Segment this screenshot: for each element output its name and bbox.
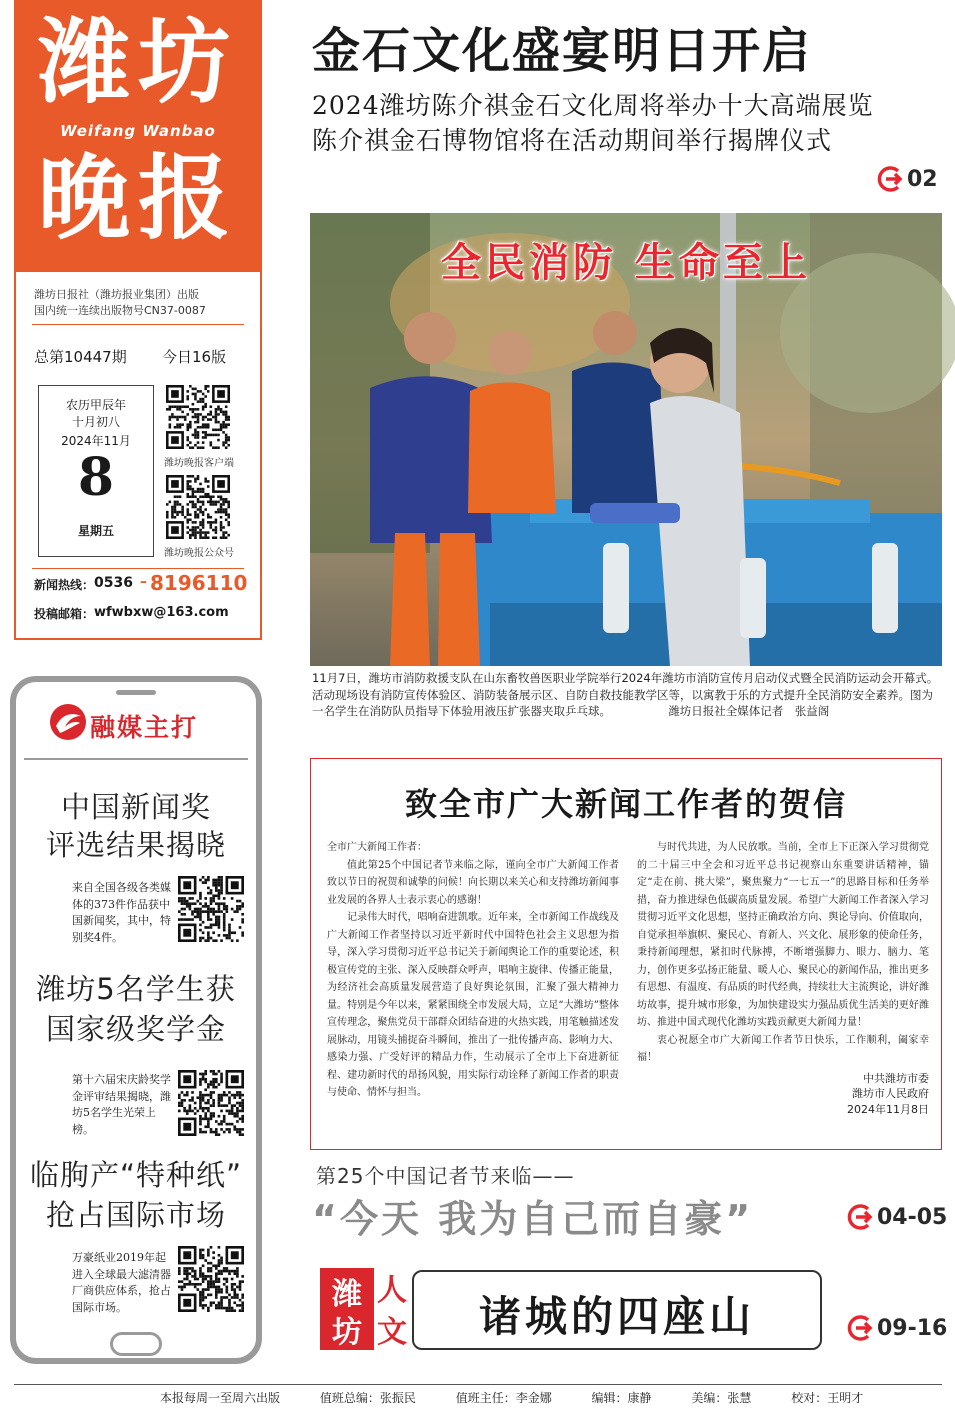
photo-title: 全民消防 生命至上 <box>441 239 811 286</box>
sidebar-item-1-summary: 来自全国各级各类媒体的373件作品获中国新闻奖，其中，特别奖4件。 <box>72 881 171 944</box>
sidebar-item-1-headline-line2[interactable]: 评选结果揭晓 <box>45 828 226 862</box>
client-qr-label: 潍坊晚报客户端 <box>164 458 234 469</box>
sidebar-item-3-summary: 万豪纸业2019年起进入全球最大滤清器厂商供应体系，抢占国际市场。 <box>72 1251 171 1314</box>
sidebar-item-2-summary: 第十六届宋庆龄奖学金评审结果揭晓，潍坊5名学生光荣上榜。 <box>72 1073 171 1136</box>
letter-paragraph: 衷心祝愿全市广大新闻工作者节日快乐，工作顺利，阖家幸福！ <box>637 1034 929 1063</box>
lunar-year: 农历甲辰年 <box>65 398 126 412</box>
sidebar-item-1-qr-code-icon[interactable] <box>178 876 244 942</box>
letter-paragraph: 记录伟大时代，唱响奋进凯歌。近年来，全市新闻工作战线及广大新闻工作者坚持以习近平新时代中国特色社会主义思想为指导，深入学习贯彻习近平总书记关于新闻舆论工作的重要论述，积极宣传党的主张、深入反映群众呼声，唱响主旋律、传播正能量，为经济社会高质量发展营造了良好舆论氛围，汇聚了强大精神力量。特别是今年以来，紧紧围绕全市发展大局，立足“大潍坊”整体宣传理念，聚焦党员干部群众团结奋进的火热实践，用笔触描述发展脉动，用镜头捕捉奋斗瞬间，推出了一批传播声高、影响力大、感染力强、广受好评的精品力作，生动展示了全市上下奋进新征程、建功新时代的昂扬风貌，用实际行动诠释了新闻工作者的职责与使命、情怀与担当。 <box>327 912 619 1098</box>
renwen-seal-icon <box>318 1264 414 1354</box>
sidebar-item-2-headline-line2[interactable]: 国家级奖学金 <box>45 1012 226 1046</box>
photo-caption <box>312 670 940 720</box>
seal-char: 文 <box>377 1315 407 1350</box>
issue-number: 总第10447期 <box>34 348 127 366</box>
sidebar-item-3-headline-line2[interactable]: 抢占国际市场 <box>45 1198 226 1232</box>
arrow-right-icon <box>846 1314 874 1342</box>
page-count: 今日16版 <box>162 348 227 366</box>
letter-paragraph: 值此第25个中国记者节来临之际，谨向全市广大新闻工作者致以节日的祝贺和诚挚的问候！向长期以来关心和支持潍坊新闻事业发展的各界人士表示衷心的感谢！ <box>327 859 619 906</box>
letter-signatory-1: 中共潍坊市委 <box>863 1072 929 1085</box>
letter-column-1 <box>327 839 619 1139</box>
seal-char: 坊 <box>332 1315 362 1350</box>
wechat-qr-label: 潍坊晚报公众号 <box>164 548 234 559</box>
renwen-headline-box[interactable] <box>412 1270 822 1350</box>
sidebar-item-3-qr-code-icon[interactable] <box>178 1246 244 1312</box>
lead-headline[interactable]: 金石文化盛宴明日开启 <box>312 23 813 79</box>
letter-paragraph: 与时代共进，为人民放歌。当前，全市上下正深入学习贯彻党的二十届三中全会和习近平总书记视察山东重要讲话精神，锚定“走在前、挑大梁”，聚焦聚力“一七五一”的思路目标和任务举措，奋力推进绿色低碳高质量发展。希望广大新闻工作者深入学习贯彻习近平文化思想，坚持正确政治方向、舆论导向、价值取向，自觉承担举旗帜、聚民心、育新人、兴文化、展形象的使命任务，秉持新闻理想，紧扣时代脉搏，不断增强脚力、眼力、脑力、笔力，创作更多弘扬正能量、暖人心、聚民心的新闻作品，推出更多有思想、有温度、有品质的时代经典，持续壮大主流舆论，讲好潍坊故事，提升城市形象，为加快建设实力强品质优生活美的更好潍坊、推进中国式现代化潍坊实践贡献更大新闻力量！ <box>637 842 929 1028</box>
hotline-area-code: 0536 <box>94 575 133 591</box>
sidebar-item-1-headline-line1[interactable]: 中国新闻奖 <box>60 790 211 824</box>
arrow-right-icon <box>876 165 904 193</box>
footer-duty-director: 值班主任：李金娜 <box>455 1391 552 1405</box>
phone-speaker-icon <box>116 690 156 695</box>
letter-signatory-2: 潍坊市人民政府 <box>852 1087 929 1100</box>
weekday: 星期五 <box>77 524 114 538</box>
divider <box>32 324 244 325</box>
lunar-day: 十月初八 <box>71 415 120 429</box>
letter-date: 2024年11月8日 <box>847 1103 929 1116</box>
footer-divider <box>14 1384 942 1385</box>
wechat-qr-code-icon[interactable] <box>166 475 230 539</box>
journalist-day-kicker: 第25个中国记者节来临—— <box>316 1164 575 1188</box>
sidebar-item-2-headline-line1[interactable]: 潍坊5名学生获 <box>36 972 236 1006</box>
arrow-right-icon <box>846 1203 874 1231</box>
divider <box>24 758 248 760</box>
photo-credit: 潍坊日报社全媒体记者 张益阁 <box>668 704 830 719</box>
journalist-day-title[interactable]: “今天 我为自己而自豪” <box>312 1197 754 1241</box>
hotline-number[interactable]: 8196110 <box>150 571 248 595</box>
masthead-logo-block <box>16 2 260 272</box>
photo-caption-text: 11月7日，潍坊市消防救援支队在山东畜牧兽医职业学院举行2024年潍坊市消防宣传月启动仪式暨全民消防运动会开幕式。活动现场设有消防宣传体验区、消防装备展示区、自防自救技能教学区等，以寓教于乐的方式提升全民消防安全素养。图为一名学生在消防队员指导下体验用液压扩张器夹取乒乓球。 <box>312 671 939 719</box>
day-number: 8 <box>77 447 115 508</box>
journalist-day-page-ref[interactable] <box>846 1203 947 1231</box>
email-address[interactable]: wfwbxw@163.com <box>94 605 229 620</box>
email-label: 投稿邮箱： <box>34 607 95 621</box>
lead-subheadline-2: 陈介祺金石博物馆将在活动期间举行揭牌仪式 <box>312 126 833 155</box>
hotline-separator: – <box>140 574 147 590</box>
footer-schedule: 本报每周一至周六出版 <box>160 1391 281 1405</box>
rongmei-logo-icon <box>48 702 88 742</box>
letter-column-2 <box>637 839 929 1063</box>
seal-char: 人 <box>377 1273 407 1308</box>
rongmei-sidebar <box>10 676 262 1364</box>
hotline-label: 新闻热线： <box>34 578 95 592</box>
publisher-line: 潍坊日报社（潍坊报业集团）出版 <box>34 288 199 301</box>
lead-subheadline-1: 2024潍坊陈介祺金石文化周将举办十大高端展览 <box>312 91 874 120</box>
sidebar-item-2-qr-code-icon[interactable] <box>178 1070 244 1136</box>
congratulation-letter <box>310 758 942 1150</box>
renwen-page-ref[interactable] <box>846 1314 947 1342</box>
seal-char: 潍 <box>332 1277 362 1312</box>
footer-duty-chief: 值班总编：张振民 <box>319 1391 416 1405</box>
masthead-title-line2: 晚报 <box>37 144 238 252</box>
renwen-title: 诸城的四座山 <box>478 1292 755 1341</box>
footer-credits <box>160 1389 899 1406</box>
footer-editor: 编辑：康静 <box>591 1391 652 1405</box>
footer-art-editor: 美编：张慧 <box>691 1391 752 1405</box>
date-box <box>38 385 154 557</box>
letter-greeting: 全市广大新闻工作者： <box>327 842 427 853</box>
phone-home-button-icon <box>110 1332 162 1356</box>
lead-page-ref[interactable] <box>876 165 938 193</box>
masthead-title-line1: 潍坊 <box>37 8 238 116</box>
divider <box>32 568 244 569</box>
masthead <box>14 0 262 640</box>
lead-page-number: 02 <box>907 166 938 192</box>
letter-title[interactable]: 致全市广大新闻工作者的贺信 <box>404 785 847 823</box>
rongmei-title: 融媒主打 <box>90 713 199 742</box>
gregorian-month: 2024年11月 <box>61 434 131 448</box>
fire-safety-photo[interactable] <box>310 213 942 666</box>
masthead-pinyin: Weifang Wanbao <box>60 122 216 140</box>
renwen-page-number: 09-16 <box>877 1315 948 1341</box>
client-qr-code-icon[interactable] <box>166 385 230 449</box>
sidebar-item-3-headline-line1[interactable]: 临朐产“特种纸” <box>29 1158 243 1192</box>
serial-number-line: 国内统一连续出版物号CN37-0087 <box>34 304 206 317</box>
footer-proofreader: 校对：王明才 <box>791 1391 864 1405</box>
journalist-day-page-number: 04-05 <box>877 1204 948 1230</box>
